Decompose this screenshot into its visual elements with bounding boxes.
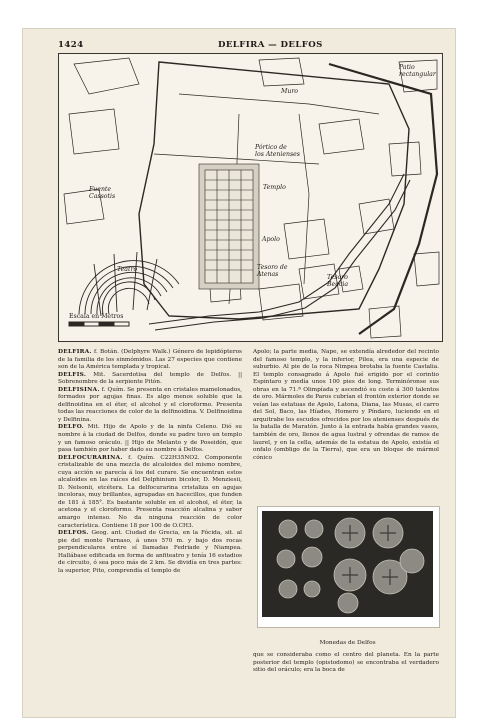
- page-number: 1424: [58, 40, 84, 50]
- coins-photo-image: [262, 511, 433, 617]
- entry-delfocurarina: DELFOCURARINA. f. Quím. C22H35NO2. Componente cristalizable de una mezcla de alcaloides del mismo nombre, cuya acción se parecía á los del curare. Se encuentran estos alcaloides en las raíces del Delphinium bicolor, D. Menziesii, D. Nelsonii, etcétera. La delfocurarina cristaliza en agujas incoloras, muy brillantes, agrupadas en hacecillos, que funden de 181 á 185°. Es bastante soluble en el alcohol, el éter, la acetona y el cloroformo. Presenta reacción alcalina y sabor amargo intenso. No da ninguna reacción de color característica. Contiene 18 por 100 de O.CH3.: [58, 454, 243, 529]
- map-label-tesoro-atenas: Tesoro de Atenas: [257, 264, 288, 278]
- entry-delfos-continued-2: que se consideraba como el centro del planeta. En la parte posterior del templo (opistodomo) se encontraba el verdadero sitio del oráculo; era la boca de: [253, 652, 439, 674]
- entry-delfos: DELFOS. Geog. ant. Ciudad de Grecia, en la Fócida, sit. al pie del monte Parnaso, á unos 570 m. y bajo dos rocas perpendiculares entre sí llamadas Fedriade y Niampea. Hallábase edificada en forma de anfiteatro y tenía 16 estadios de circuito, ó sea poco más de 2 km. Se dividía en tres partes: la superior, Pito, comprendía el templo de: [58, 530, 243, 574]
- map-label-patio: Patio rectangular: [399, 64, 436, 78]
- running-title: DELFIRA — DELFOS: [218, 40, 323, 50]
- entry-delfira: DELFIRA. f. Botán. (Delphyre Walk.) Género de lepidópteros de la familia de los sinmómidos. Las 27 especies que contiene son de la América templada y tropical.: [58, 349, 242, 371]
- map-label-portico: Pórtico de los Atenienses: [255, 144, 300, 158]
- map-label-teatro: Teatro: [117, 266, 138, 273]
- site-plan-drawing: [59, 54, 442, 341]
- map-label-muro: Muro: [281, 88, 299, 95]
- text-column-left: [58, 349, 242, 575]
- text-column-right-top: [253, 349, 439, 462]
- entry-delfis: DELFIS. Mit. Sacerdotisa del templo de Delfos. || Sobrenombre de la serpiente Pitón.: [58, 371, 243, 386]
- coins-caption: Monedas de Delfos: [319, 640, 376, 646]
- page-header: [58, 40, 438, 52]
- entry-delfos-continued: Apolo; la parte media, Nape, se extendía alrededor del recinto del famoso templo, y la inferior, Pilea, era una especie de suburbio. Al pie de la roca Nimpea brotaba la fuente Castalia. El templo consagrado á Apolo fué erigido por el corintio Espíntaro y medía unos 100 pies de long. Terminóronse sus obras en la 71.ª Olimpíada y ascendió su coste á 300 talentos de oro. Mármoles de Paros cubrían el frontón exterior donde se veían las estatuas de Apolo, Latona, Diana, las Musas, el carro del Sol, Baco, las Híades, Homero y Píndaro, luciendo en el arquitrabe los escudos ofrecidos por los atenienses después de la batalla de Maratón. Junto á la entrada había grandes vasos, también de oro, llenos de agua lustral y ofrendas de ramos de laurel, y en la cella, además de la estatua de Apolo, existía el onfalo (ombligo de la Tierra), que era un bloque de mármol cónico: [253, 349, 439, 461]
- coins-photo: [257, 506, 440, 628]
- map-scale-label: Escala en Metros: [69, 313, 124, 320]
- coins-illustration: [262, 511, 433, 617]
- map-label-apolo: Apolo: [262, 236, 280, 243]
- site-plan-map: [58, 53, 443, 342]
- entry-delfisina: DELFISINA. f. Quím. Se presenta en cristales mamelonados, formados por agujas finas. Es algo menos soluble que la delfinoidina en el éter, el alcohol y el cloroformo. Presenta todas las reacciones de color de la delfinoidina. V. Delfinoidina y Delfinina.: [58, 386, 242, 423]
- text-column-right-bottom: [253, 652, 439, 675]
- entry-delfo: DELFO. Mit. Hijo de Apolo y de la ninfa Celeno. Dió su nombre á la ciudad de Delfos, donde su padre tuvo un templo y un famoso oráculo. || Hijo de Melanto y de Poseidón, que pasa también por haber dado su nombre á Delfos.: [58, 424, 243, 454]
- map-label-templo: Templo: [263, 184, 286, 191]
- map-label-tesoro-beocia: Tesoro Beocia: [327, 274, 349, 288]
- map-label-fuente: Fuente Cassotis: [89, 186, 116, 200]
